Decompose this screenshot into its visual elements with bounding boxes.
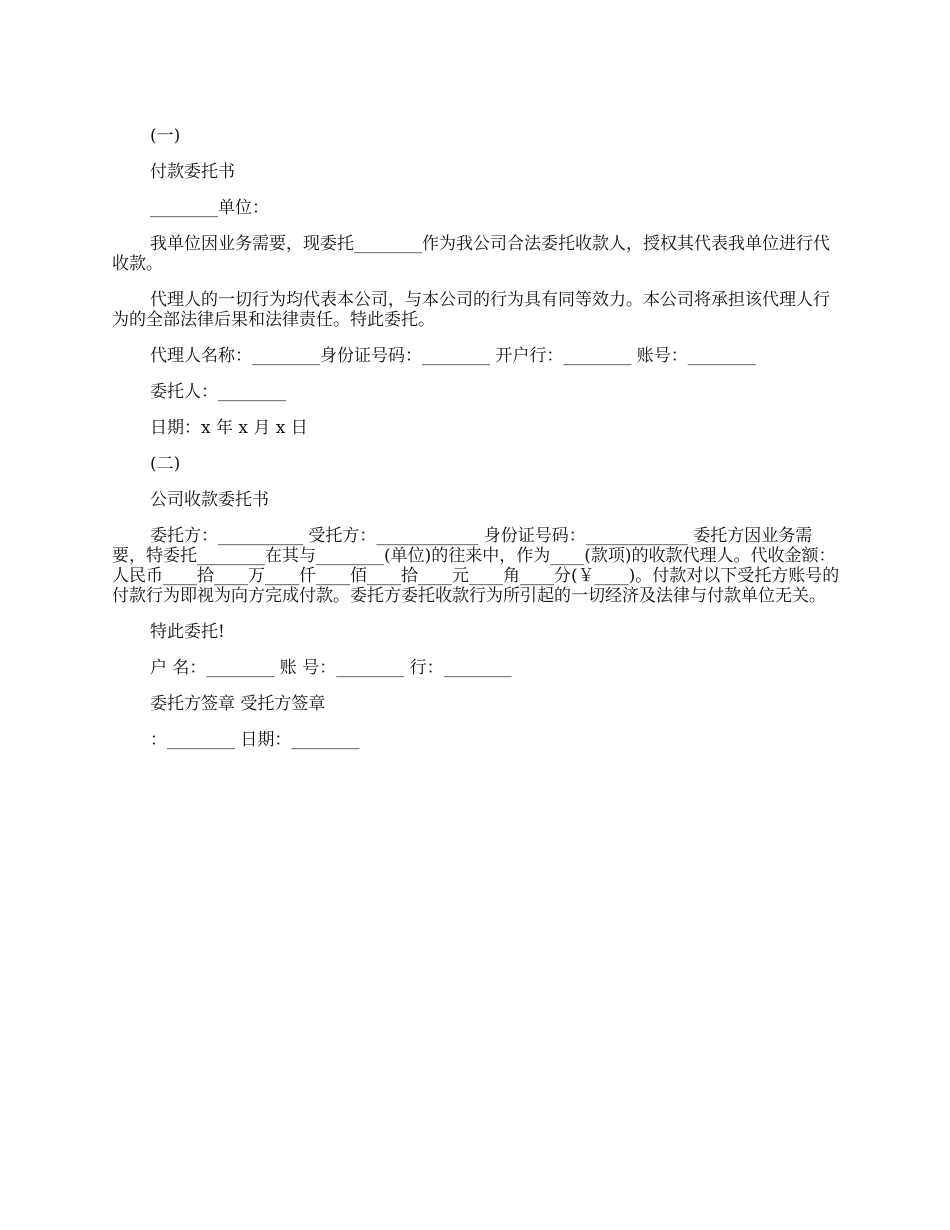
closing-line: 特此委托! bbox=[150, 622, 225, 642]
paragraph-liability: 代理人的一切行为均代表本公司，与本公司的行为具有同等效力。本公司将承担该代理人行为的全部法律后果和法律责任。特此委托。 bbox=[112, 290, 830, 330]
signature-line: 委托方签章 受托方签章 bbox=[150, 694, 326, 714]
agent-information: 代理人名称：________身份证号码：________ 开户行：________ 账号：________ bbox=[150, 346, 756, 366]
section-title-1: 付款委托书 bbox=[150, 162, 235, 182]
date-line: 日期：x 年 x 月 x 日 bbox=[150, 418, 308, 438]
salutation: ________单位： bbox=[150, 198, 269, 218]
section-marker-1: (一) bbox=[150, 126, 181, 146]
document-content bbox=[112, 126, 842, 766]
paragraph-authorization: 我单位因业务需要，现委托________作为我公司合法委托收款人，授权其代表我单位进行代收款。 bbox=[112, 234, 830, 274]
principal-line: 委托人：________ bbox=[150, 382, 286, 402]
section-marker-2: (二) bbox=[150, 454, 181, 474]
account-line: 户 名：________ 账 号：________ 行：________ bbox=[150, 658, 512, 678]
paragraph-collection-terms: 委托方：__________ 受托方：____________ 身份证号码：____________ 委托方因业务需要，特委托________在其与________(单位)的往来中，作为____(款项)的收款代理人。代收金额：人民币____拾____万____仟____佰____拾____元____角____分(￥____)。付款对以下受托方账号的付款行为即视为向方完成付款。委托方委托收款行为所引起的一切经济及法律与付款单位无关。 bbox=[112, 526, 840, 606]
section-title-2: 公司收款委托书 bbox=[150, 490, 269, 510]
signature-date-line: ：________ 日期：________ bbox=[150, 730, 360, 750]
